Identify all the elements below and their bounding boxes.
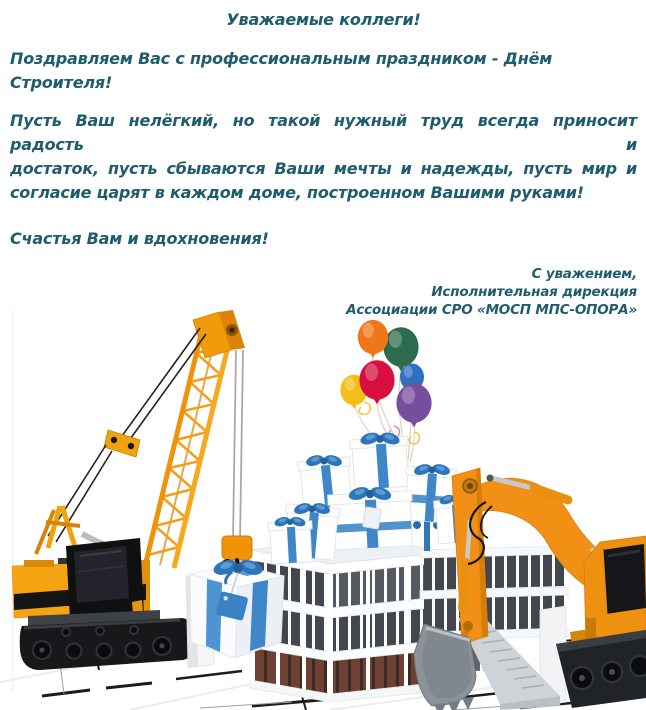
- balloons: [340, 320, 431, 427]
- body-line-2: достаток, пусть сбываются Ваши мечты и надежды, пусть мир и: [10, 159, 637, 178]
- body-line-3: согласие царят в каждом доме, построенном Вашими руками!: [10, 183, 584, 202]
- crane-cables: [48, 328, 243, 542]
- gift-box-on-hook: [190, 557, 284, 658]
- excavator-tracks: [556, 630, 646, 708]
- body-paragraph: [10, 109, 637, 205]
- signature-line-3: Ассоциации СРО «МОСП МПС-ОПОРА»: [346, 302, 637, 318]
- letter-text: [0, 0, 646, 319]
- crane-tracks: [20, 610, 197, 670]
- signature-line-2: Исполнительная дирекция: [431, 284, 637, 300]
- greeting-line: Поздравляем Вас с профессиональным праздником - Днём Строителя!: [10, 49, 553, 92]
- wish-line: Счастья Вам и вдохновения!: [10, 229, 269, 248]
- gift-pile-tag: [362, 507, 381, 529]
- construction-scene: [0, 310, 646, 710]
- body-line-1: Пусть Ваш нелёгкий, но такой нужный труд всегда приносит радость и: [10, 111, 637, 154]
- signature-line-1: С уважением,: [531, 266, 637, 282]
- construction-illustration: [0, 310, 646, 710]
- balloon-orange: [358, 320, 388, 358]
- balloon-purple: [396, 383, 431, 427]
- letter-title: Уважаемые коллеги!: [226, 10, 421, 29]
- crane-body: [12, 538, 150, 620]
- gift-pile: [268, 430, 479, 564]
